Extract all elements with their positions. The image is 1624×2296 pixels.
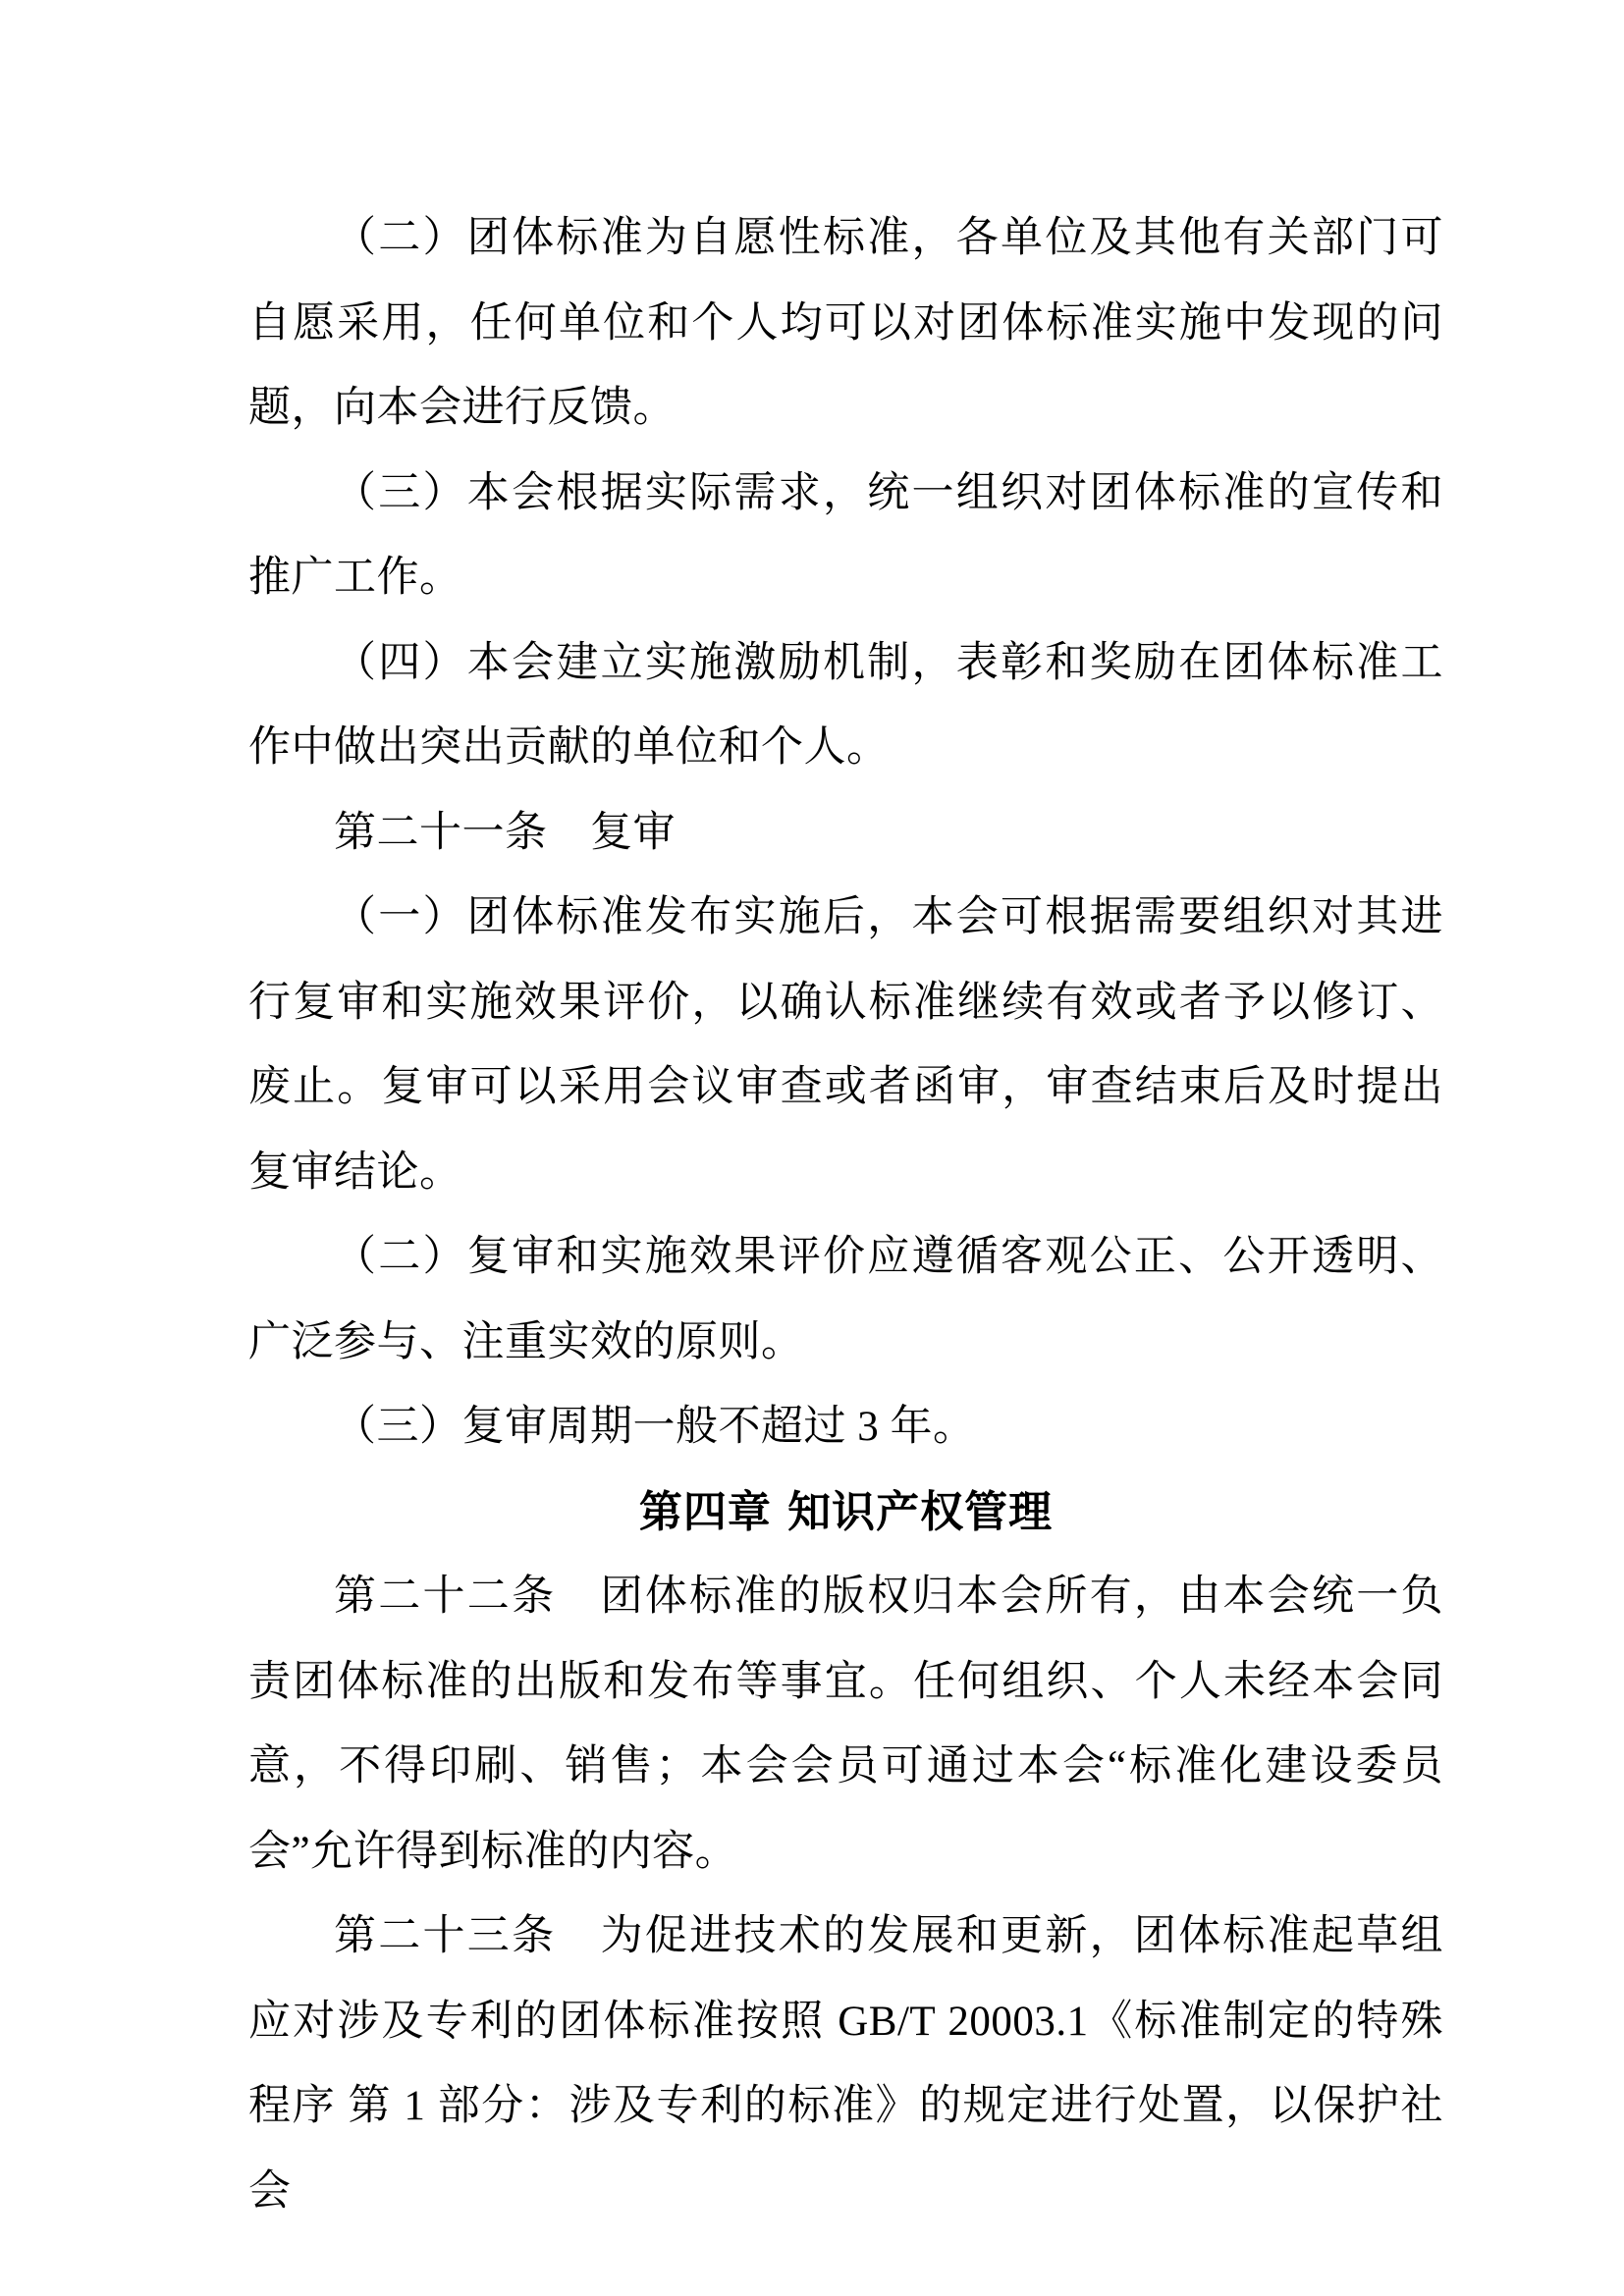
paragraph: （二）团体标准为自愿性标准，各单位及其他有关部门可自愿采用，任何单位和个人均可以对团体标准实施中发现的问题，向本会进行反馈。 xyxy=(248,215,1443,431)
paragraph: （四）本会建立实施激励机制，表彰和奖励在团体标准工作中做出突出贡献的单位和个人。 xyxy=(248,639,1443,771)
document-text-block xyxy=(248,196,1443,2234)
paragraph: 第二十三条 为促进技术的发展和更新，团体标准起草组应对涉及专利的团体标准按照 GB/T 20003.1《标准制定的特殊程序 第 1 部分：涉及专利的标准》的规定进行处置，以保护社会 xyxy=(248,1913,1443,2215)
paragraph: 第二十二条 团体标准的版权归本会所有，由本会统一负责团体标准的出版和发布等事宜。任何组织、个人未经本会同意，不得印刷、销售；本会会员可通过本会“标准化建设委员会”允许得到标准的内容。 xyxy=(248,1574,1443,1875)
chapter-heading: 第四章 知识产权管理 xyxy=(638,1486,1054,1537)
article-title: 第二十一条 复审 xyxy=(334,809,676,856)
paragraph: （三）复审周期一般不超过 3 年。 xyxy=(334,1404,976,1450)
paragraph: （二）复审和实施效果评价应遵循客观公正、公开透明、广泛参与、注重实效的原则。 xyxy=(248,1234,1443,1365)
paragraph: （三）本会根据实际需求，统一组织对团体标准的宣传和推广工作。 xyxy=(248,469,1443,601)
paragraph: （一）团体标准发布实施后，本会可根据需要组织对其进行复审和实施效果评价，以确认标准继续有效或者予以修订、废止。复审可以采用会议审查或者函审，审查结束后及时提出复审结论。 xyxy=(248,894,1443,1196)
